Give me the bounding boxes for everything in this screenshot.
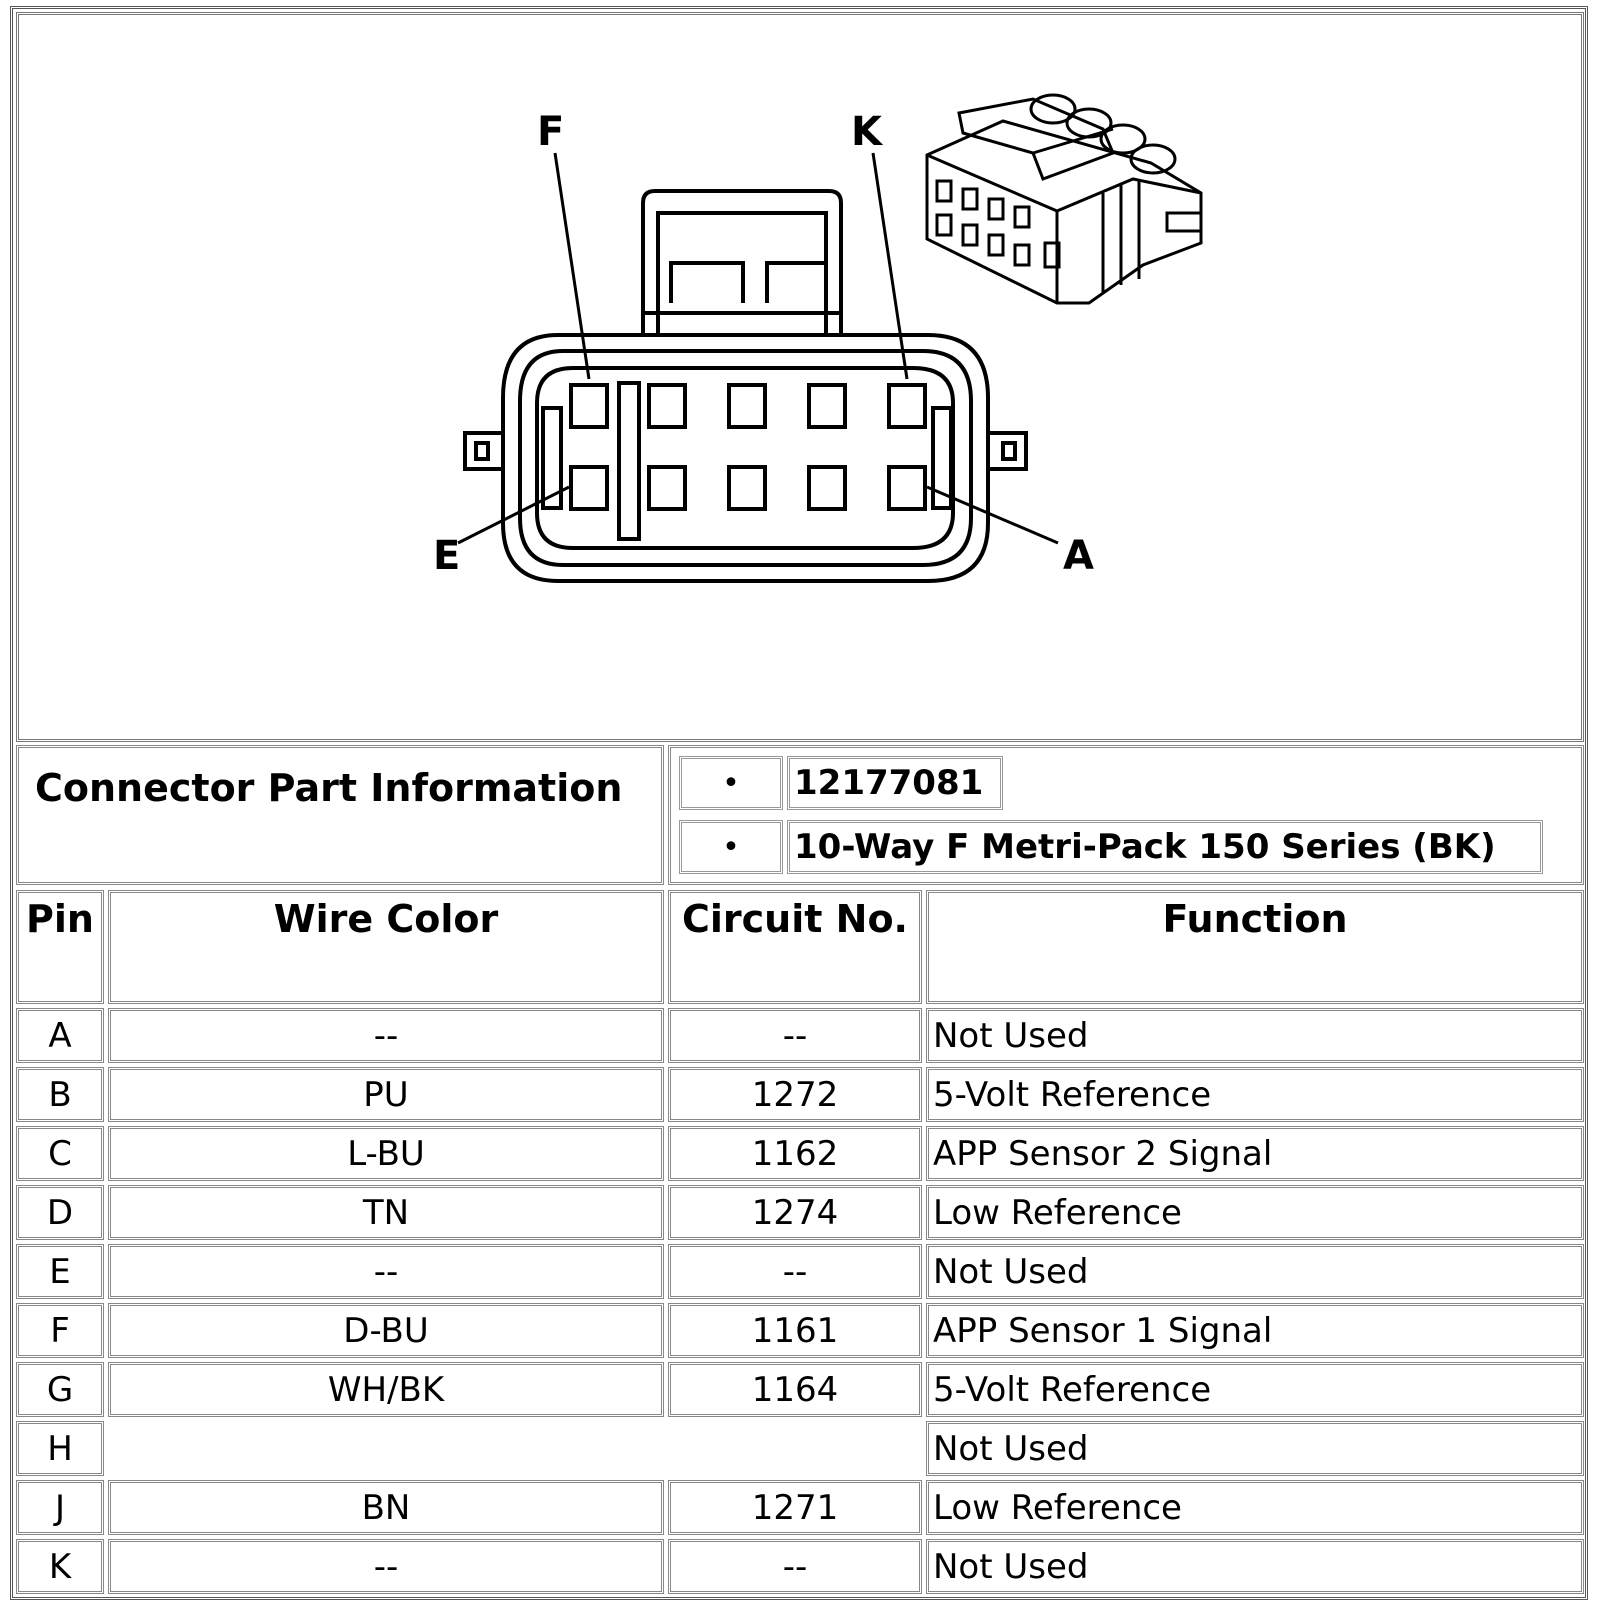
cell-wire-color: WH/BK xyxy=(108,1362,664,1417)
cell-circuit-no: -- xyxy=(668,1244,922,1299)
cavity-c xyxy=(729,467,765,509)
connector-iso-view xyxy=(927,95,1201,303)
cell-circuit-no: -- xyxy=(668,1008,922,1063)
header-pin: Pin xyxy=(16,890,104,1004)
cavity-e xyxy=(571,467,607,509)
pin-label-k: K xyxy=(851,109,882,155)
cavity-j xyxy=(809,385,845,427)
cell-pin: J xyxy=(16,1480,104,1535)
cell-function: Not Used xyxy=(926,1421,1584,1476)
cavity-g xyxy=(649,385,685,427)
cell-circuit-no: 1272 xyxy=(668,1067,922,1122)
cell-wire-color: -- xyxy=(108,1539,664,1594)
cavity-a xyxy=(889,467,925,509)
cell-wire-color: -- xyxy=(108,1244,664,1299)
connector-description: 10-Way F Metri-Pack 150 Series (BK) xyxy=(787,820,1543,874)
connector-diagram xyxy=(19,15,1581,739)
connector-part-info-values xyxy=(668,745,1584,885)
cell-pin: F xyxy=(16,1303,104,1358)
cell-circuit-no: 1274 xyxy=(668,1185,922,1240)
cavity-k xyxy=(889,385,925,427)
cell-pin: K xyxy=(16,1539,104,1594)
leader-f xyxy=(555,153,589,379)
cell-wire-color: L-BU xyxy=(108,1126,664,1181)
polarization-rib xyxy=(619,383,639,539)
cavity-f xyxy=(571,385,607,427)
connector-diagram-panel xyxy=(16,12,1584,742)
cell-function: Not Used xyxy=(926,1008,1584,1063)
pin-label-a: A xyxy=(1063,533,1094,579)
bullet-icon: • xyxy=(679,820,783,874)
header-function: Function xyxy=(926,890,1584,1004)
housing-outer xyxy=(503,335,988,581)
cell-function: Not Used xyxy=(926,1244,1584,1299)
cell-function: Low Reference xyxy=(926,1480,1584,1535)
bullet-icon: • xyxy=(679,756,783,810)
cell-pin: E xyxy=(16,1244,104,1299)
cell-function: Not Used xyxy=(926,1539,1584,1594)
cell-circuit-no: 1162 xyxy=(668,1126,922,1181)
cell-pin: A xyxy=(16,1008,104,1063)
cell-wire-color: TN xyxy=(108,1185,664,1240)
cell-circuit-no: 1164 xyxy=(668,1362,922,1417)
cell-function: Low Reference xyxy=(926,1185,1584,1240)
header-circuit-no: Circuit No. xyxy=(668,890,922,1004)
cell-wire-color: -- xyxy=(108,1008,664,1063)
cell-circuit-no: 1161 xyxy=(668,1303,922,1358)
connector-part-info-label: Connector Part Information xyxy=(16,745,664,885)
right-tab xyxy=(988,433,1026,469)
cell-function: 5-Volt Reference xyxy=(926,1067,1584,1122)
cell-pin: C xyxy=(16,1126,104,1181)
cell-pin: H xyxy=(16,1421,104,1476)
cell-circuit-no: 1271 xyxy=(668,1480,922,1535)
cell-pin: B xyxy=(16,1067,104,1122)
cell-function: 5-Volt Reference xyxy=(926,1362,1584,1417)
part-number: 12177081 xyxy=(787,756,1003,810)
cell-pin: D xyxy=(16,1185,104,1240)
leader-e xyxy=(458,487,569,543)
header-wire-color: Wire Color xyxy=(108,890,664,1004)
cell-pin: G xyxy=(16,1362,104,1417)
pin-label-e: E xyxy=(433,533,461,579)
cell-wire-color: PU xyxy=(108,1067,664,1122)
left-tab xyxy=(465,433,503,469)
cell-wire-color: D-BU xyxy=(108,1303,664,1358)
pin-label-f: F xyxy=(537,109,565,155)
cavity-d xyxy=(649,467,685,509)
cell-circuit-no: -- xyxy=(668,1539,922,1594)
cell-wire-color: BN xyxy=(108,1480,664,1535)
cell-function: APP Sensor 1 Signal xyxy=(926,1303,1584,1358)
cavity-b xyxy=(809,467,845,509)
cell-function: APP Sensor 2 Signal xyxy=(926,1126,1584,1181)
cell-empty xyxy=(108,1421,922,1476)
cavity-h xyxy=(729,385,765,427)
leader-k xyxy=(873,153,907,379)
